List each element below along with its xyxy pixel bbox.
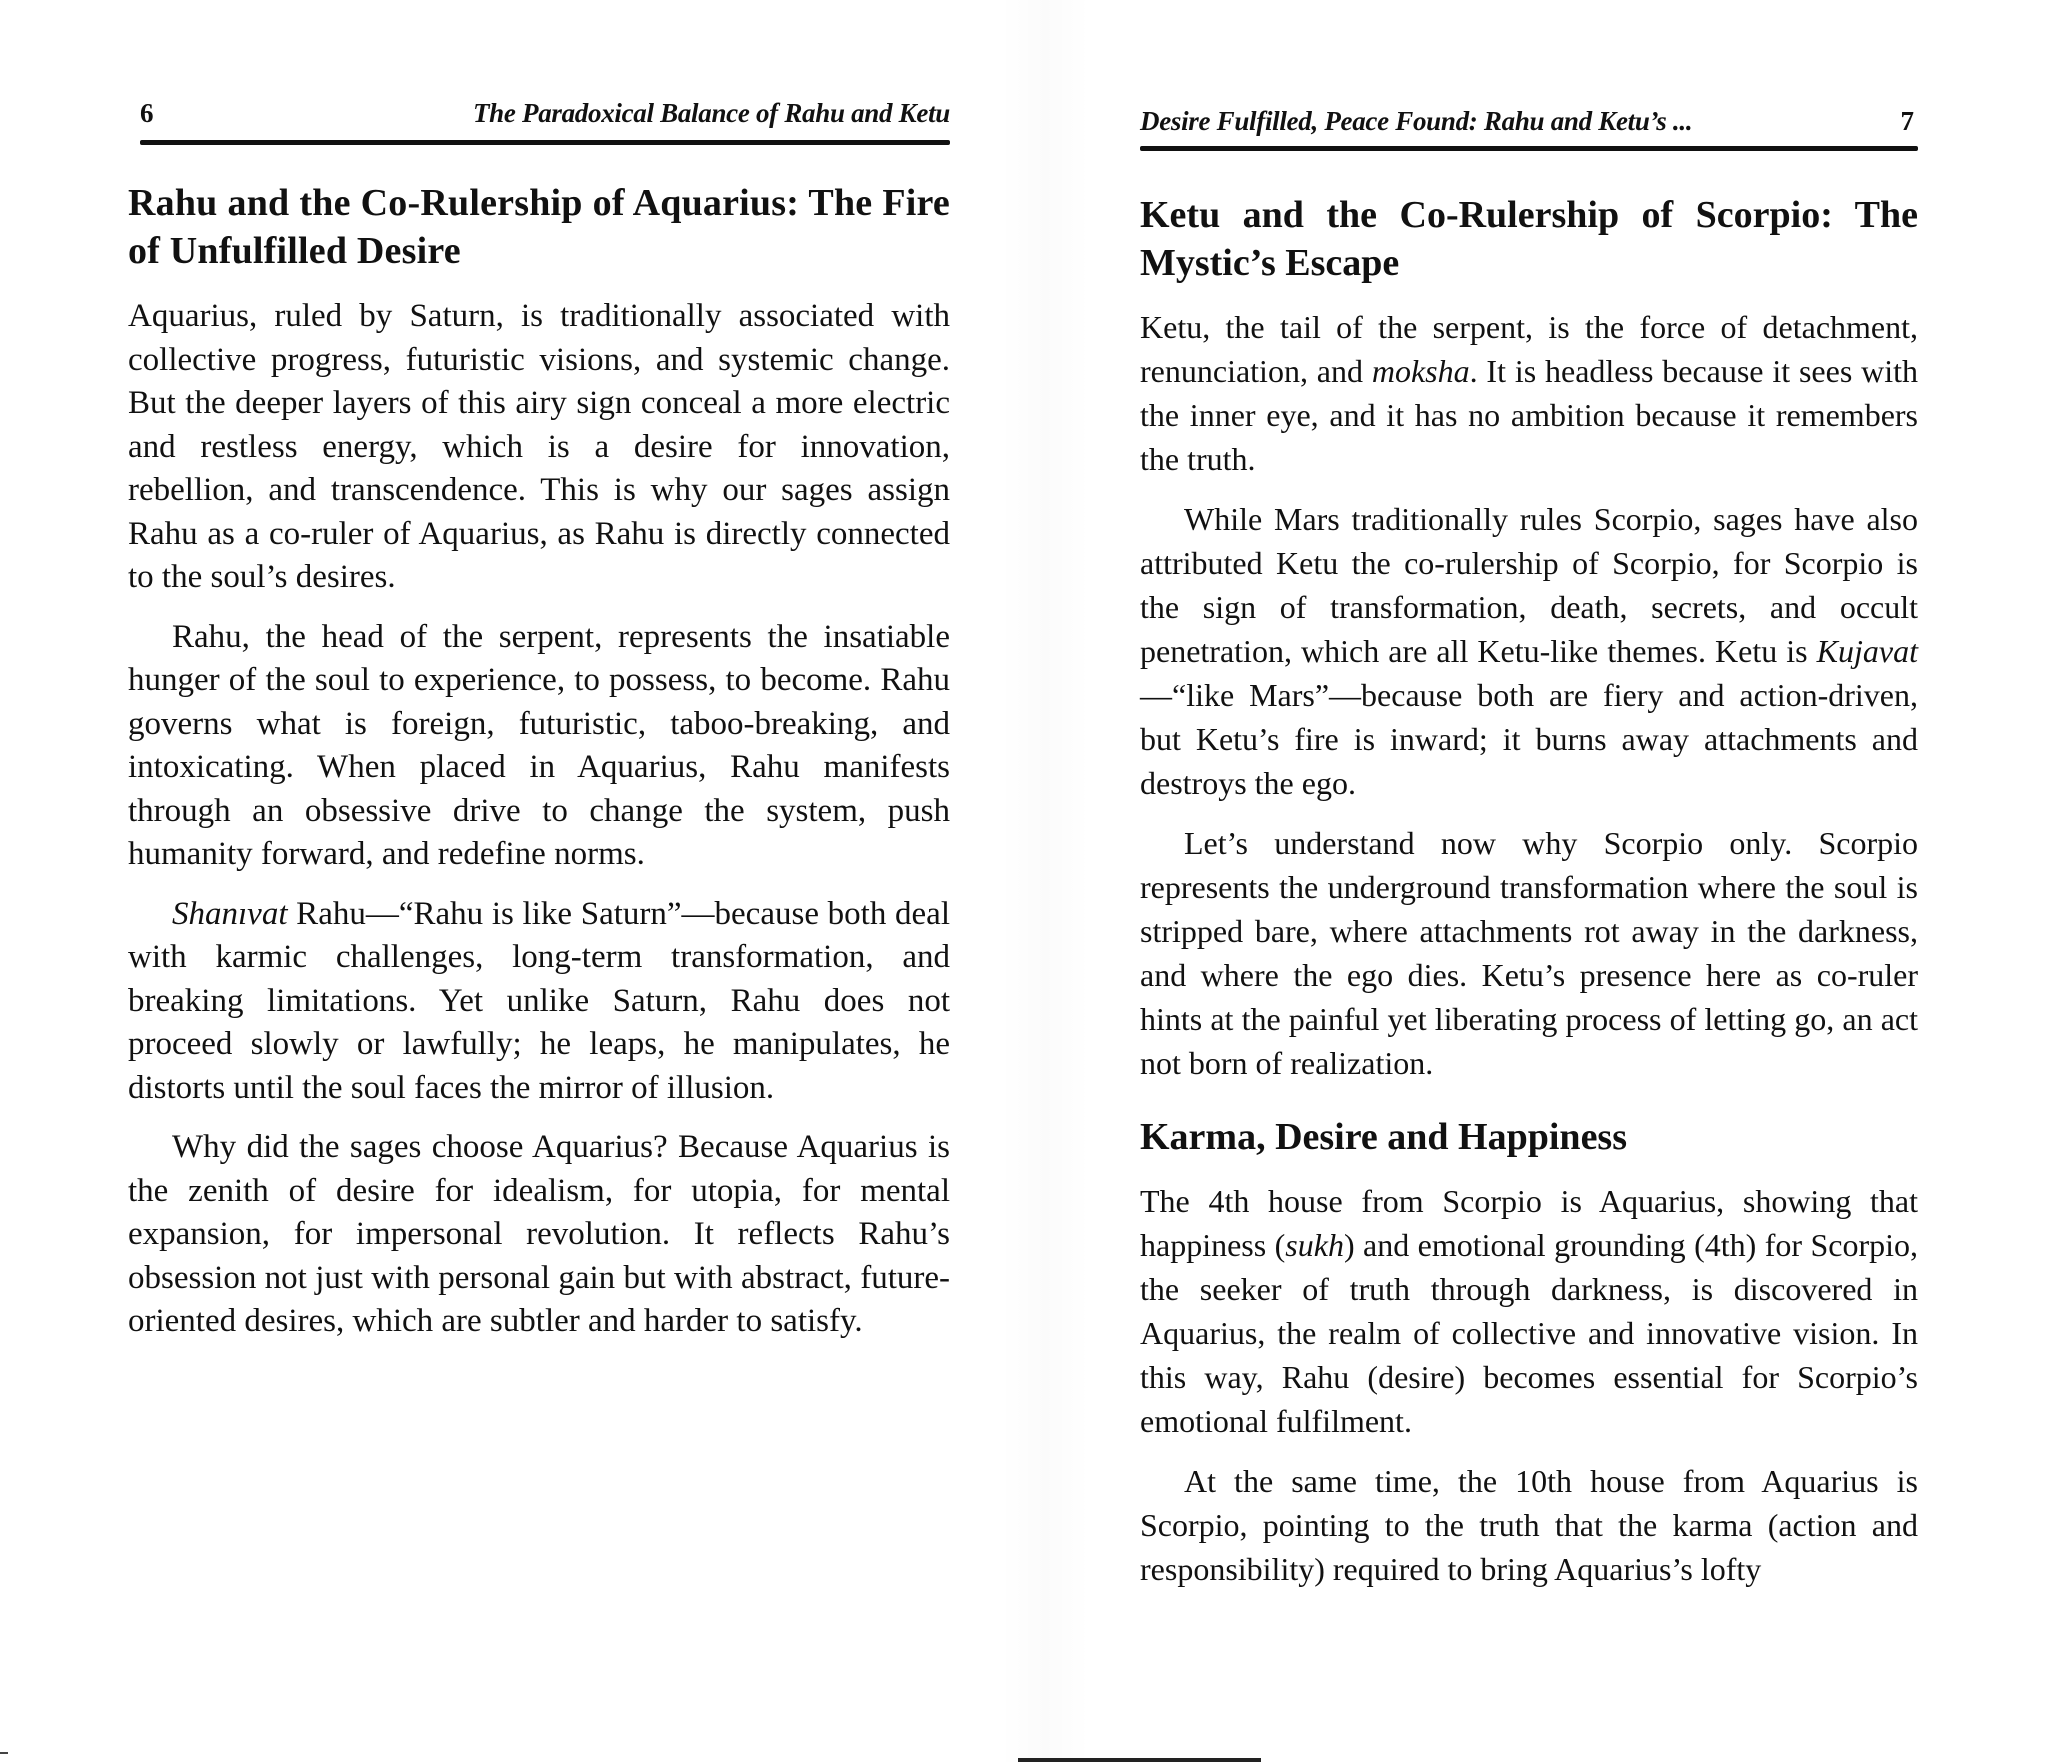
left-page [128,0,950,1344]
edge-mark [0,1752,8,1754]
paragraph-text: Ketu, the tail of the serpent, is the force of detachment, renunciation, and [1140,309,1918,389]
paragraph [1140,305,1918,481]
paragraph [1140,1179,1918,1443]
page-number: 6 [140,98,154,128]
section-heading: Ketu and the Co-Rulership of Scorpio: The Mystic’s Escape [1140,194,1918,284]
paragraph-text: ) and emotional grounding (4th) for Scorpio, the seeker of truth through darkness, is discovered in Aquarius, the realm of collective and innovative vision. In this way, Rahu (desire) becomes essential for Scorpio’s emotional fulfilment. [1140,1227,1919,1439]
italic-term: Kujavat [1816,633,1918,669]
paragraph [128,893,950,1111]
paragraph: At the same time, the 10th house from Aquarius is Scorpio, pointing to the truth that the karma (action and responsibility) required to bring Aquarius’s lofty [1140,1463,1918,1587]
paragraph-text: —“like Mars”—because both are fiery and action-driven, but Ketu’s fire is inward; it burns away attachments and destroys the ego. [1140,677,1918,801]
book-gutter-shadow [1000,0,1090,1762]
paragraph [1140,497,1918,805]
paragraph: Rahu, the head of the serpent, represents the insatiable hunger of the soul to experience, to possess, to become. Rahu governs what is foreign, futuristic, taboo-breaking, and intoxicating. When placed in Aquarius, Rahu manifests through an obsessive drive to change the system, push humanity forward, and redefine norms. [128,618,950,872]
paragraph-text: . It is headless because it sees with the inner eye, and it has no ambition because it remembers the truth. [1140,353,1919,477]
running-header [128,98,950,142]
paragraph-text: While Mars traditionally rules Scorpio, sages have also attributed Ketu the co-rulership of Scorpio, for Scorpio is the sign of transformation, death, secrets, and occult penetration, which are all Ketu-like themes. Ketu is [1140,501,1918,669]
page-number: 7 [1900,106,1914,136]
italic-term: sukh [1285,1227,1344,1263]
paragraph: Let’s understand now why Scorpio only. Scorpio represents the underground transformation where the soul is stripped bare, where attachments rot away in the darkness, and where the ego dies. Ketu’s presence here as co-ruler hints at the painful yet liberating process of letting go, an act not born of realization. [1140,825,1918,1081]
section-heading: Karma, Desire and Happiness [1140,1116,1628,1158]
italic-term: moksha [1371,353,1470,389]
paragraph-text: The 4th house from Scorpio is Aquarius, showing that happiness ( [1140,1183,1918,1263]
running-head-title: The Paradoxical Balance of Rahu and Ketu [472,98,950,128]
bottom-center-rule [1018,1758,1261,1762]
running-head-title: Desire Fulfilled, Peace Found: Rahu and Ketu’s ... [1140,106,1693,136]
paragraph: Aquarius, ruled by Saturn, is traditionally associated with collective progress, futuristic visions, and systemic change. But the deeper layers of this airy sign conceal a more electric and restless energy, which is a desire for innovation, rebellion, and transcendence. This is why our sages assign Rahu as a co-ruler of Aquarius, as Rahu is directly connected to the soul’s desires. [128,298,950,595]
section-heading: Rahu and the Co-Rulership of Aquarius: The Fire of Unfulfilled Desire [128,182,950,272]
right-page [1140,0,1918,1591]
paragraph-text: Rahu—“Rahu is like Saturn”—because both deal with karmic challenges, long-term transformation, and breaking limitations. Yet unlike Saturn, Rahu does not proceed slowly or lawfully; he leaps, he manipulates, he distorts until the soul faces the mirror of illusion. [128,895,950,1106]
paragraph: Why did the sages choose Aquarius? Because Aquarius is the zenith of desire for idealism, for utopia, for mental expansion, for impersonal revolution. It reflects Rahu’s obsession not just with personal gain but with abstract, future-oriented desires, which are subtler and harder to satisfy. [128,1129,950,1339]
running-header [1140,106,1918,150]
italic-term: Shanıvat [172,895,288,932]
